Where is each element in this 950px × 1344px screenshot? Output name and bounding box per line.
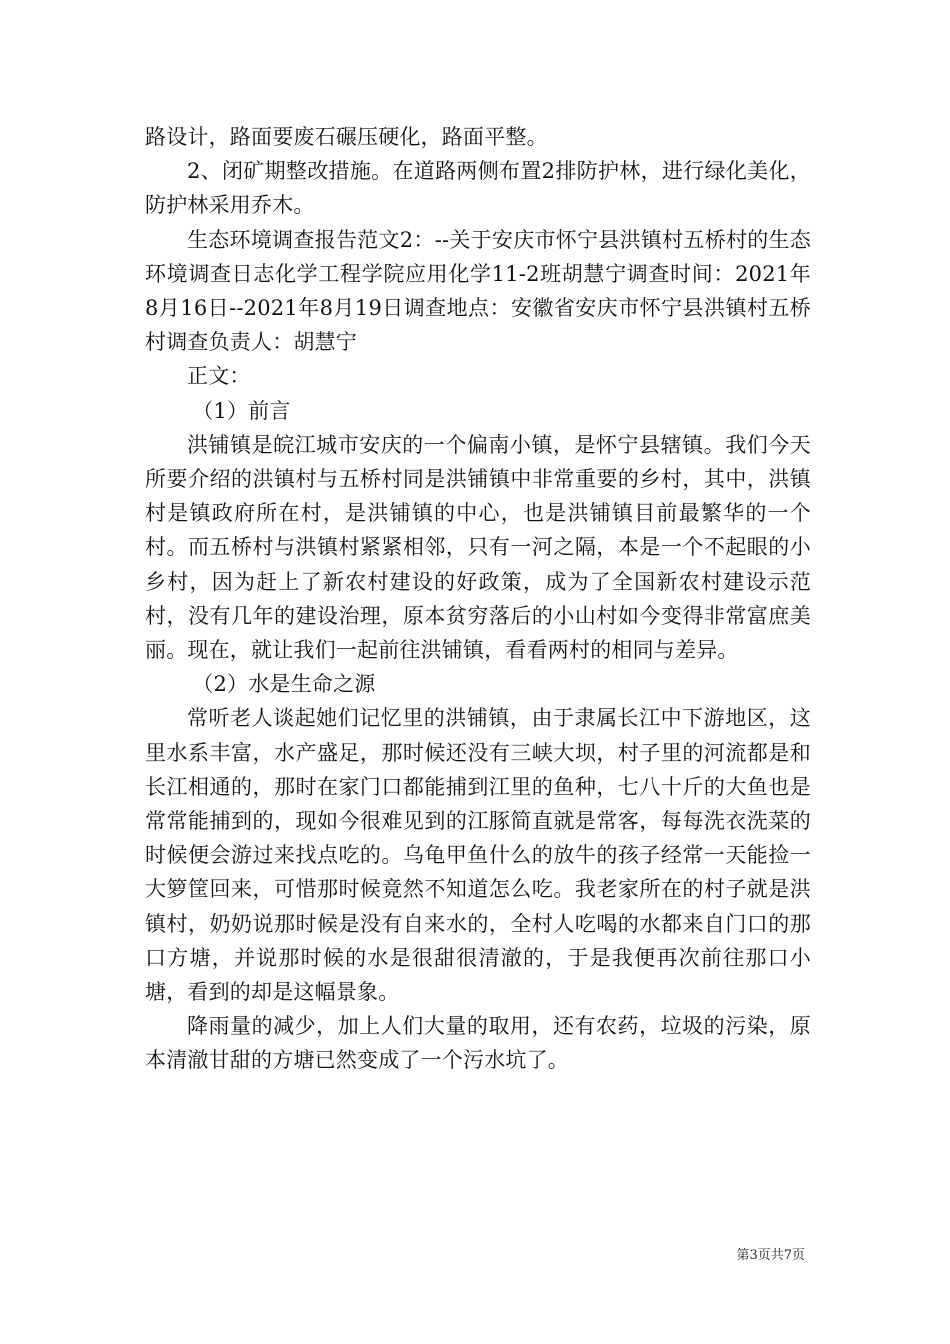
section-heading-preface: （1）前言 bbox=[192, 398, 291, 423]
section-heading-water-source: （2）水是生命之源 bbox=[192, 672, 376, 697]
paragraph-water-memories: 常听老人谈起她们记忆里的洪铺镇，由于隶属长江中下游地区，这里水系丰富，水产盛足，那时候还没有三峡大坝，村子里的河流都是和长江相通的，那时在家门口都能捕到江里的鱼种，七八十斤的大鱼也是常常能捕到的，现如今很难见到的江豚简直就是常客，每每洗衣洗菜的时候便会游过来找点吃的。乌龟甲鱼什么的放牛的孩子经常一天能捡一大箩筐回来，可惜那时候竟然不知道怎么吃。我老家所在的村子就是洪镇村，奶奶说那时候是没有自来水的，全村人吃喝的水都来自门口的那口方塘，并说那时候的水是很甜很清澈的，于是我便再次前往那口小塘，看到的却是这幅景象。 bbox=[145, 706, 811, 1005]
paragraph-report-intro: 生态环境调查报告范文2：--关于安庆市怀宁县洪镇村五桥村的生态环境调查日志化学工程学院应用化学11-2班胡慧宁调查时间：2021年8月16日--2021年8月19日调查地点：安徽省安庆市怀宁县洪镇村五桥村调查负责人：胡慧宁 bbox=[145, 227, 811, 355]
paragraph-closure-measures: 2、闭矿期整改措施。在道路两侧布置2排防护林，进行绿化美化，防护林采用乔木。 bbox=[145, 159, 811, 218]
paragraph-pond-pollution: 降雨量的减少，加上人们大量的取用，还有农药，垃圾的污染，原本清澈甘甜的方塘已然变成了一个污水坑了。 bbox=[145, 1014, 811, 1073]
document-body bbox=[145, 120, 811, 1078]
paragraph-preface-body: 洪铺镇是皖江城市安庆的一个偏南小镇，是怀宁县辖镇。我们今天所要介绍的洪镇村与五桥村同是洪铺镇中非常重要的乡村，其中，洪镇村是镇政府所在村，是洪铺镇的中心，也是洪铺镇目前最繁华的一个村。而五桥村与洪镇村紧紧相邻，只有一河之隔，本是一个不起眼的小乡村，因为赶上了新农村建设的好政策，成为了全国新农村建设示范村，没有几年的建设治理，原本贫穷落后的小山村如今变得非常富庶美丽。现在，就让我们一起前往洪铺镇，看看两村的相同与差异。 bbox=[145, 432, 811, 663]
paragraph-main-text-label: 正文： bbox=[187, 364, 251, 389]
page-number-footer: 第3页共7页 bbox=[736, 1248, 805, 1263]
paragraph-road-design-continued: 路设计，路面要废石碾压硬化，路面平整。 bbox=[145, 125, 548, 149]
